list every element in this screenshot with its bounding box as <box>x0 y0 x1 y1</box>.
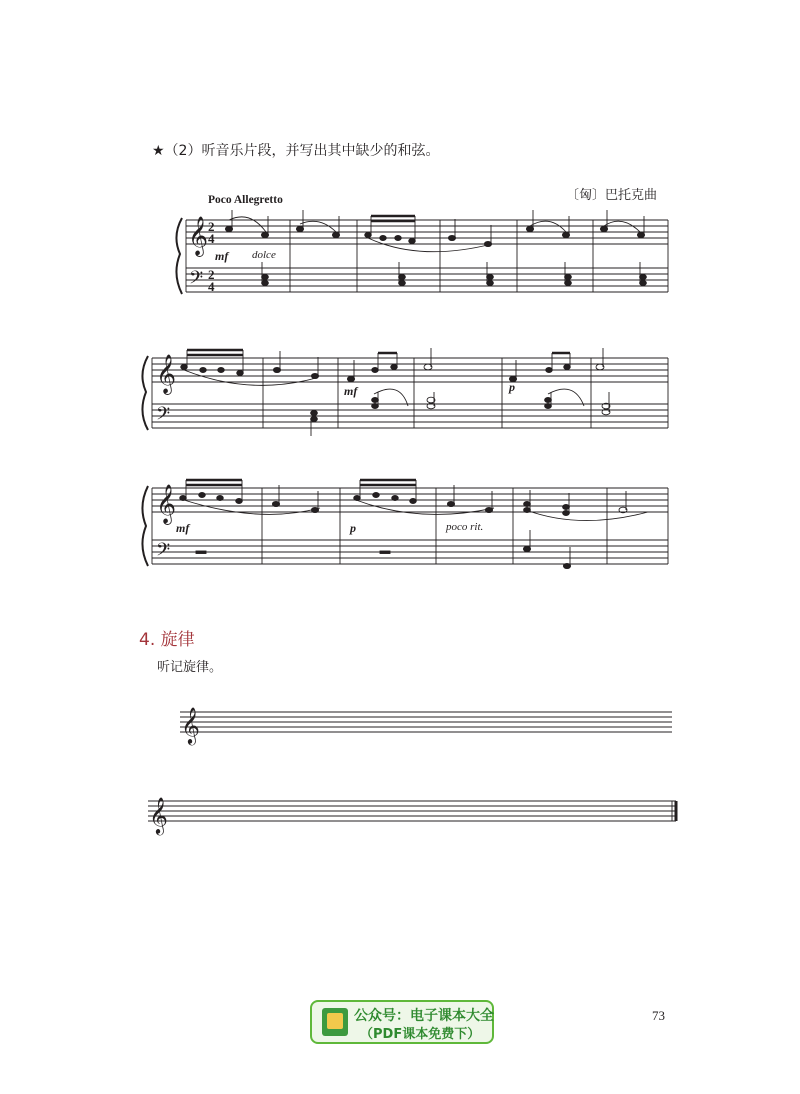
dynamic-mf: mf <box>344 384 358 398</box>
svg-text:2: 2 <box>208 267 215 282</box>
badge-line-1: 公众号：电子课本大全 <box>354 1008 494 1024</box>
treble-clef-icon: 𝄞 <box>156 354 177 394</box>
svg-text:2: 2 <box>208 219 215 234</box>
time-signature <box>208 219 215 294</box>
badge-line-2: （PDF课本免费下） <box>360 1027 481 1042</box>
expression-poco-rit: poco rit. <box>446 521 484 533</box>
bass-clef-icon: 𝄢 <box>156 404 171 429</box>
notes <box>180 210 647 569</box>
system-1 <box>176 217 668 294</box>
page-number: 73 <box>652 1008 665 1023</box>
expression-dolce: dolce <box>252 249 276 261</box>
composer-credit: 〔匈〕巴托克曲 <box>566 188 658 203</box>
question-text: ★（2）听音乐片段，并写出其中缺少的和弦。 <box>152 143 440 159</box>
treble-clef-icon: 𝄞 <box>156 484 177 524</box>
dynamic-p: p <box>509 380 515 394</box>
dynamic-p: p <box>350 521 356 535</box>
svg-text:4: 4 <box>208 279 215 294</box>
tempo-marking: Poco Allegretto <box>208 194 283 206</box>
blank-staff-2 <box>148 801 676 821</box>
treble-clef-icon: 𝄞 <box>188 216 209 256</box>
treble-clef-icon: 𝄞 <box>181 706 200 744</box>
book-icon <box>322 1008 348 1036</box>
bass-clef-icon: 𝄢 <box>189 268 204 293</box>
blank-staff-1 <box>180 712 672 732</box>
svg-text:4: 4 <box>208 231 215 246</box>
treble-clef-icon: 𝄞 <box>149 796 168 834</box>
section-title: 4. 旋律 <box>139 630 195 650</box>
bass-clef-icon: 𝄢 <box>156 540 171 565</box>
section-instruction: 听记旋律。 <box>157 660 223 675</box>
watermark-badge <box>310 1000 494 1044</box>
dynamic-mf: mf <box>215 249 229 263</box>
dynamic-mf: mf <box>176 521 190 535</box>
